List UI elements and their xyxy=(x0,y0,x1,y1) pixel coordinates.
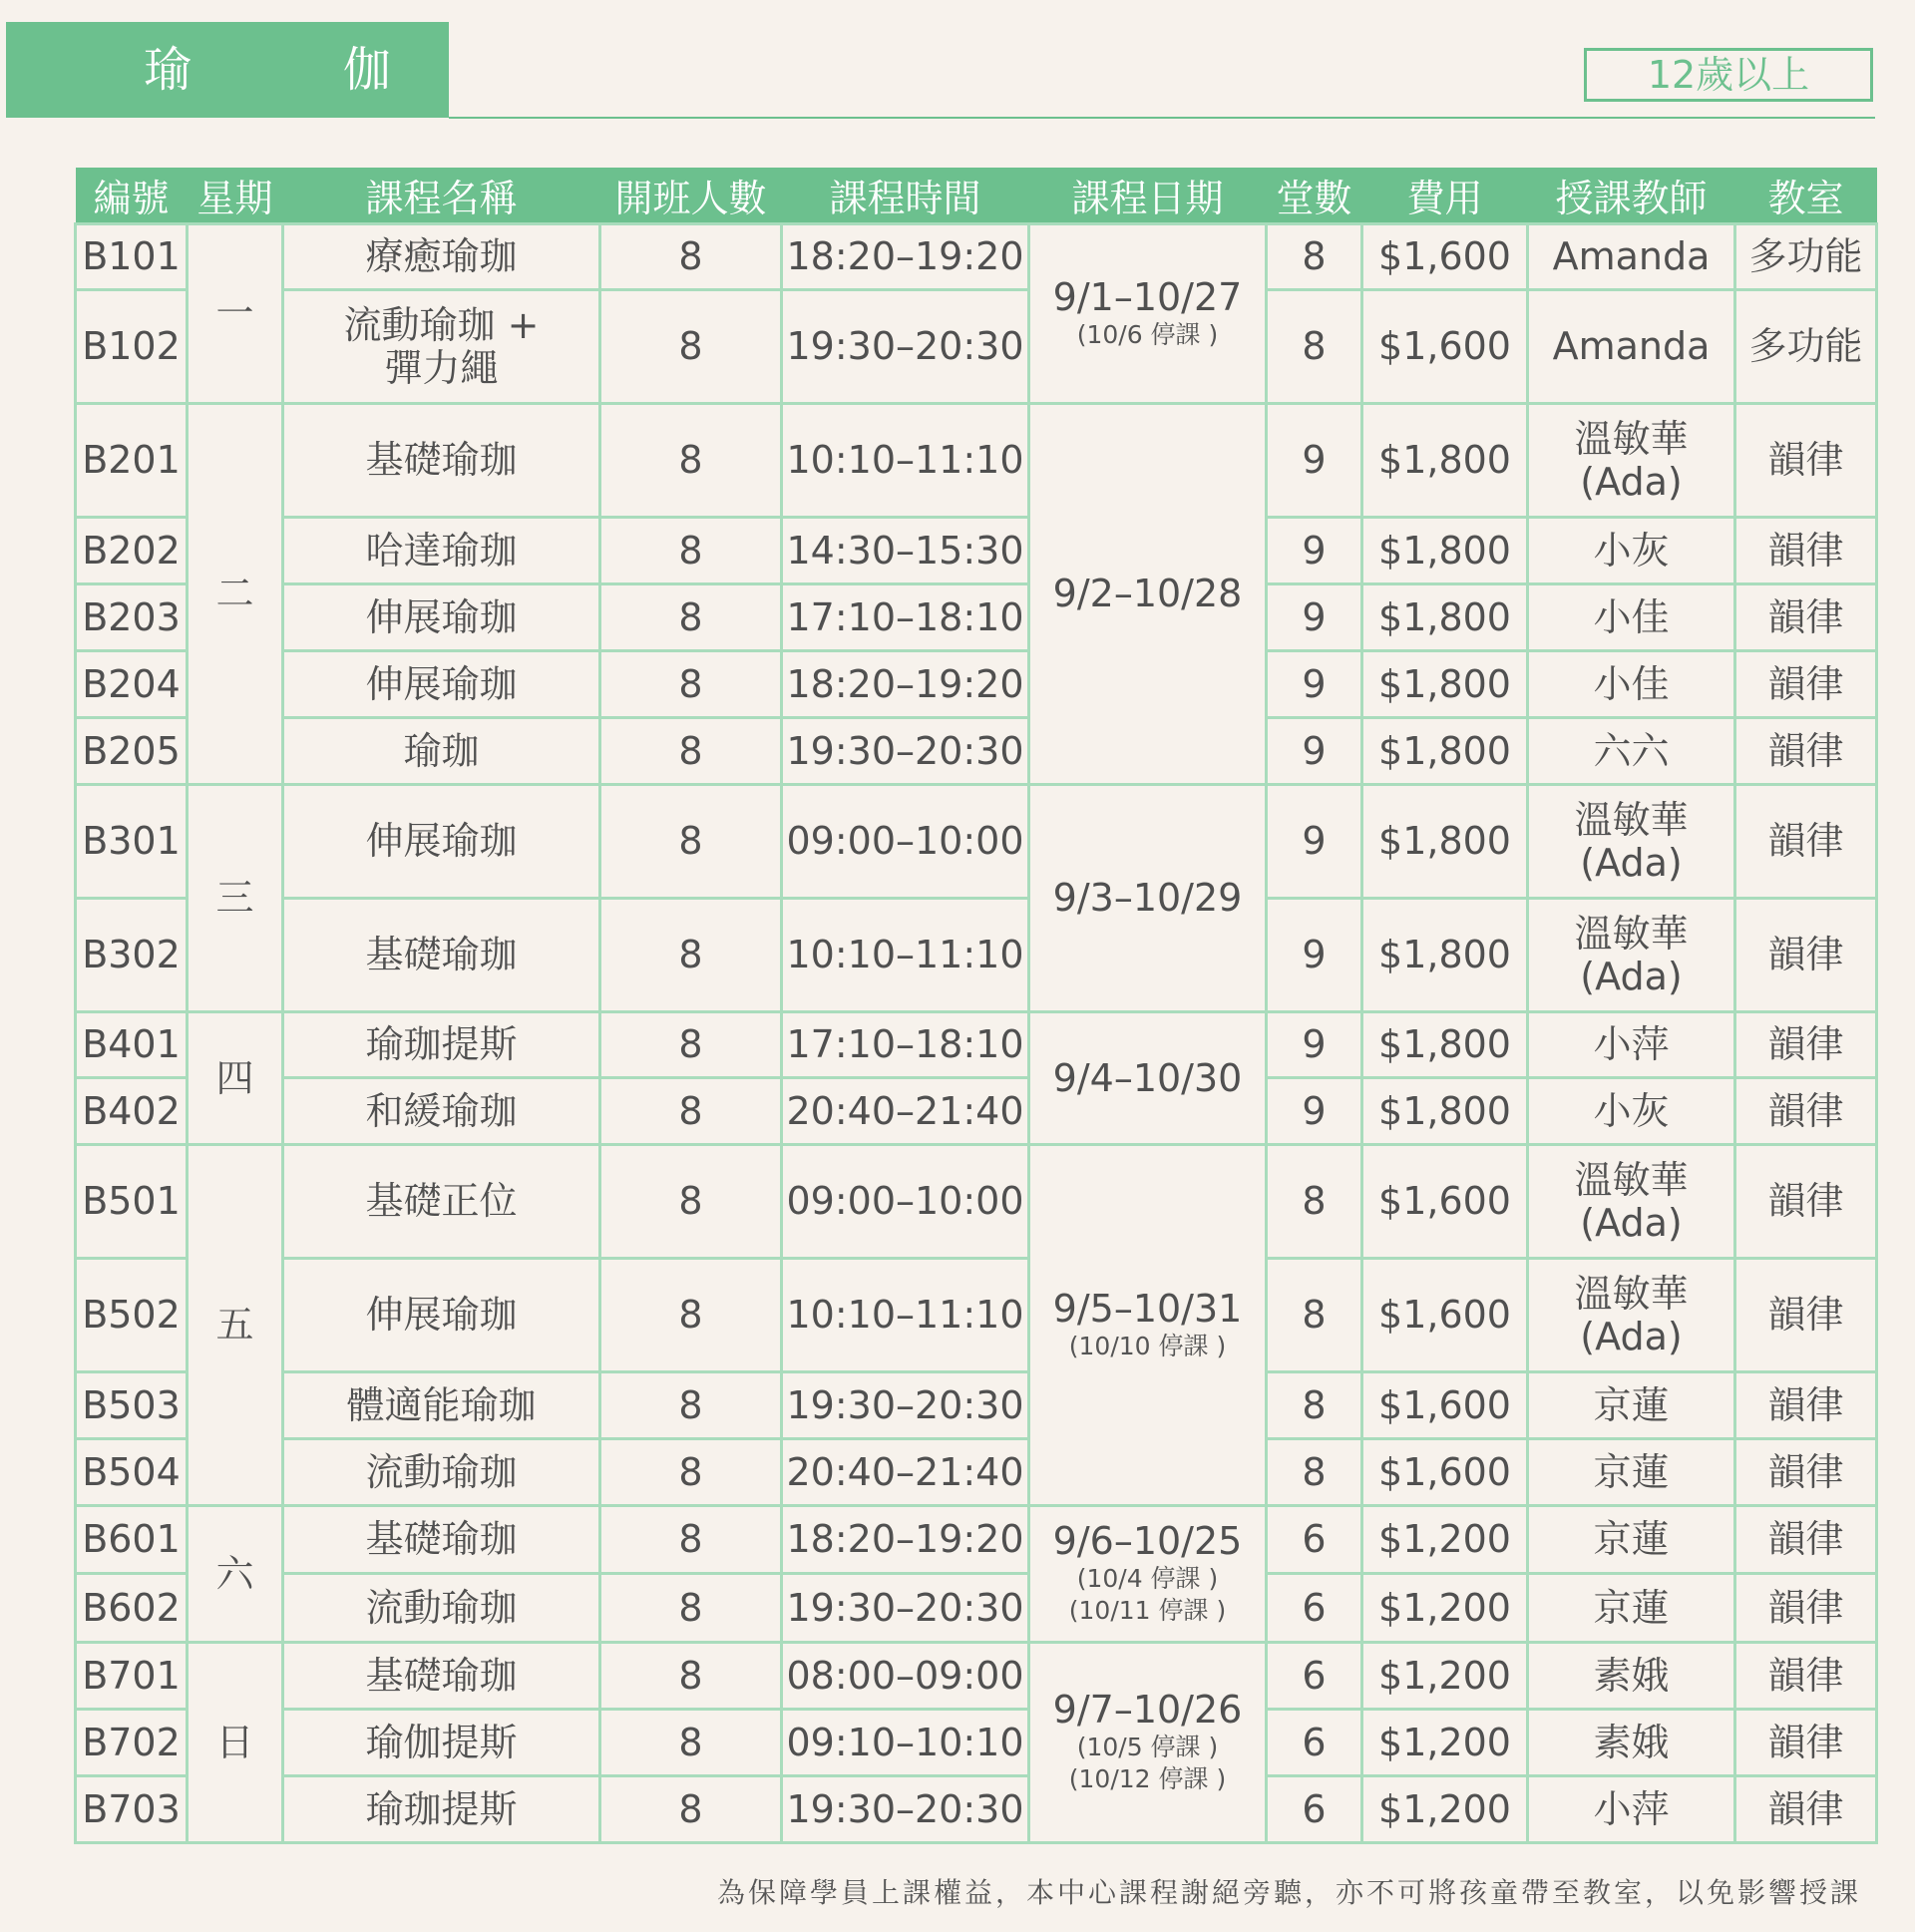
course-name: 伸展瑜珈 xyxy=(283,584,600,651)
closure-note: (10/4 停課 ) xyxy=(1076,1563,1219,1593)
course-time: 14:30–15:30 xyxy=(782,518,1029,584)
course-name: 伸展瑜珈 xyxy=(283,651,600,718)
course-time: 19:30–20:30 xyxy=(782,1776,1029,1843)
course-id: B601 xyxy=(76,1506,188,1574)
course-time: 20:40–21:40 xyxy=(782,1439,1029,1506)
date-range: 9/3–10/29 xyxy=(1052,876,1243,921)
course-name: 體適能瑜珈 xyxy=(283,1372,600,1439)
session-count: 6 xyxy=(1267,1506,1362,1574)
course-time: 19:30–20:30 xyxy=(782,718,1029,785)
course-fee: $1,200 xyxy=(1362,1643,1528,1710)
course-id: B204 xyxy=(76,651,188,718)
course-id: B703 xyxy=(76,1776,188,1843)
date-range-cell xyxy=(1029,1506,1267,1643)
course-fee: $1,800 xyxy=(1362,1012,1528,1078)
class-size: 8 xyxy=(600,1574,782,1643)
course-name: 流動瑜珈 xyxy=(283,1574,600,1643)
class-size: 8 xyxy=(600,404,782,518)
class-size: 8 xyxy=(600,584,782,651)
session-count: 9 xyxy=(1267,899,1362,1012)
class-size: 8 xyxy=(600,290,782,404)
teacher-name: 素娥 xyxy=(1528,1643,1735,1710)
course-id: B203 xyxy=(76,584,188,651)
course-fee: $1,800 xyxy=(1362,584,1528,651)
session-count: 9 xyxy=(1267,718,1362,785)
classroom: 韻律 xyxy=(1735,785,1877,899)
course-time: 08:00–09:00 xyxy=(782,1643,1029,1710)
course-time: 19:30–20:30 xyxy=(782,290,1029,404)
course-name: 和緩瑜珈 xyxy=(283,1078,600,1145)
course-name: 療癒瑜珈 xyxy=(283,224,600,290)
col-header-course-name: 課程名稱 xyxy=(283,168,600,224)
date-range-cell xyxy=(1029,404,1267,785)
table-row xyxy=(76,1574,1877,1643)
course-fee: $1,800 xyxy=(1362,518,1528,584)
class-size: 8 xyxy=(600,1372,782,1439)
age-badge: 12歲以上 xyxy=(1584,48,1873,102)
table-row xyxy=(76,404,1877,518)
session-count: 9 xyxy=(1267,1078,1362,1145)
table-row xyxy=(76,785,1877,899)
course-fee: $1,200 xyxy=(1362,1574,1528,1643)
session-count: 6 xyxy=(1267,1776,1362,1843)
course-fee: $1,800 xyxy=(1362,785,1528,899)
table-header-row xyxy=(76,168,1877,224)
course-time: 18:20–19:20 xyxy=(782,651,1029,718)
session-count: 9 xyxy=(1267,785,1362,899)
course-fee: $1,800 xyxy=(1362,899,1528,1012)
table-row xyxy=(76,224,1877,290)
classroom: 多功能 xyxy=(1735,290,1877,404)
teacher-name: 小萍 xyxy=(1528,1776,1735,1843)
table-row xyxy=(76,1372,1877,1439)
session-count: 8 xyxy=(1267,1439,1362,1506)
course-fee: $1,800 xyxy=(1362,404,1528,518)
date-range: 9/7–10/26 xyxy=(1052,1688,1243,1733)
session-count: 9 xyxy=(1267,404,1362,518)
course-id: B401 xyxy=(76,1012,188,1078)
classroom: 韻律 xyxy=(1735,1372,1877,1439)
session-count: 6 xyxy=(1267,1710,1362,1776)
course-time: 10:10–11:10 xyxy=(782,404,1029,518)
closure-note: (10/11 停課 ) xyxy=(1068,1596,1227,1626)
col-header-date: 課程日期 xyxy=(1029,168,1267,224)
classroom: 韻律 xyxy=(1735,1710,1877,1776)
course-id: B602 xyxy=(76,1574,188,1643)
classroom: 韻律 xyxy=(1735,1259,1877,1372)
table-row xyxy=(76,1145,1877,1259)
teacher-name: 小萍 xyxy=(1528,1012,1735,1078)
classroom: 韻律 xyxy=(1735,651,1877,718)
weekday-cell: 六 xyxy=(188,1506,283,1643)
classroom: 韻律 xyxy=(1735,518,1877,584)
classroom: 韻律 xyxy=(1735,1145,1877,1259)
teacher-name: 六六 xyxy=(1528,718,1735,785)
teacher-name: 小佳 xyxy=(1528,584,1735,651)
teacher-name: 小灰 xyxy=(1528,518,1735,584)
course-fee: $1,600 xyxy=(1362,224,1528,290)
course-time: 18:20–19:20 xyxy=(782,224,1029,290)
class-size: 8 xyxy=(600,1259,782,1372)
date-range-cell xyxy=(1029,1012,1267,1145)
course-time: 10:10–11:10 xyxy=(782,1259,1029,1372)
course-fee: $1,600 xyxy=(1362,290,1528,404)
course-fee: $1,600 xyxy=(1362,1259,1528,1372)
closure-note: (10/12 停課 ) xyxy=(1068,1764,1227,1794)
table-row xyxy=(76,651,1877,718)
teacher-name: 溫敏華 (Ada) xyxy=(1528,1145,1735,1259)
date-range: 9/4–10/30 xyxy=(1052,1055,1243,1100)
session-count: 9 xyxy=(1267,651,1362,718)
teacher-name: 京蓮 xyxy=(1528,1439,1735,1506)
course-name: 伸展瑜珈 xyxy=(283,1259,600,1372)
col-header-room: 教室 xyxy=(1735,168,1877,224)
course-id: B205 xyxy=(76,718,188,785)
table-row xyxy=(76,584,1877,651)
classroom: 韻律 xyxy=(1735,1078,1877,1145)
course-time: 20:40–21:40 xyxy=(782,1078,1029,1145)
col-header-class-size: 開班人數 xyxy=(600,168,782,224)
teacher-name: 京蓮 xyxy=(1528,1372,1735,1439)
classroom: 韻律 xyxy=(1735,899,1877,1012)
course-fee: $1,600 xyxy=(1362,1145,1528,1259)
class-size: 8 xyxy=(600,1145,782,1259)
class-size: 8 xyxy=(600,1012,782,1078)
course-time: 10:10–11:10 xyxy=(782,899,1029,1012)
classroom: 韻律 xyxy=(1735,1643,1877,1710)
teacher-name: 溫敏華 (Ada) xyxy=(1528,899,1735,1012)
class-size: 8 xyxy=(600,1078,782,1145)
course-schedule-table xyxy=(74,168,1878,1844)
date-range: 9/6–10/25 xyxy=(1052,1519,1243,1564)
weekday-cell: 三 xyxy=(188,785,283,1012)
table-row xyxy=(76,899,1877,1012)
table-row xyxy=(76,1439,1877,1506)
date-range: 9/1–10/27 xyxy=(1052,274,1243,319)
course-name: 瑜珈提斯 xyxy=(283,1012,600,1078)
classroom: 韻律 xyxy=(1735,1439,1877,1506)
session-count: 6 xyxy=(1267,1643,1362,1710)
course-time: 09:00–10:00 xyxy=(782,785,1029,899)
course-id: B702 xyxy=(76,1710,188,1776)
date-range-cell xyxy=(1029,785,1267,1012)
col-header-fee: 費用 xyxy=(1362,168,1528,224)
header-divider xyxy=(449,117,1875,119)
course-id: B701 xyxy=(76,1643,188,1710)
session-count: 8 xyxy=(1267,224,1362,290)
course-fee: $1,800 xyxy=(1362,718,1528,785)
course-id: B402 xyxy=(76,1078,188,1145)
course-time: 09:00–10:00 xyxy=(782,1145,1029,1259)
table-row xyxy=(76,290,1877,404)
course-name: 流動瑜珈 xyxy=(283,1439,600,1506)
class-size: 8 xyxy=(600,651,782,718)
class-size: 8 xyxy=(600,899,782,1012)
table-row xyxy=(76,1776,1877,1843)
course-fee: $1,200 xyxy=(1362,1710,1528,1776)
classroom: 韻律 xyxy=(1735,1506,1877,1574)
course-name: 基礎瑜珈 xyxy=(283,1506,600,1574)
course-id: B201 xyxy=(76,404,188,518)
section-title: 瑜 伽 xyxy=(6,22,449,118)
course-id: B101 xyxy=(76,224,188,290)
course-name: 基礎瑜珈 xyxy=(283,1643,600,1710)
course-name: 瑜珈 xyxy=(283,718,600,785)
teacher-name: 小灰 xyxy=(1528,1078,1735,1145)
course-id: B102 xyxy=(76,290,188,404)
course-fee: $1,200 xyxy=(1362,1776,1528,1843)
course-time: 19:30–20:30 xyxy=(782,1372,1029,1439)
weekday-cell: 四 xyxy=(188,1012,283,1145)
course-name: 瑜伽提斯 xyxy=(283,1710,600,1776)
teacher-name: 素娥 xyxy=(1528,1710,1735,1776)
classroom: 韻律 xyxy=(1735,1012,1877,1078)
date-range-cell xyxy=(1029,1643,1267,1843)
course-id: B504 xyxy=(76,1439,188,1506)
course-fee: $1,200 xyxy=(1362,1506,1528,1574)
session-count: 8 xyxy=(1267,1259,1362,1372)
table-row xyxy=(76,1643,1877,1710)
session-count: 9 xyxy=(1267,518,1362,584)
course-time: 18:20–19:20 xyxy=(782,1506,1029,1574)
table-row xyxy=(76,1710,1877,1776)
date-range: 9/5–10/31 xyxy=(1052,1286,1243,1331)
teacher-name: 小佳 xyxy=(1528,651,1735,718)
weekday-cell: 五 xyxy=(188,1145,283,1506)
table-row xyxy=(76,1012,1877,1078)
course-fee: $1,800 xyxy=(1362,651,1528,718)
col-header-time: 課程時間 xyxy=(782,168,1029,224)
course-time: 17:10–18:10 xyxy=(782,584,1029,651)
teacher-name: 溫敏華 (Ada) xyxy=(1528,785,1735,899)
classroom: 韻律 xyxy=(1735,1776,1877,1843)
course-name: 瑜珈提斯 xyxy=(283,1776,600,1843)
class-size: 8 xyxy=(600,1776,782,1843)
closure-note: (10/5 停課 ) xyxy=(1076,1732,1219,1761)
classroom: 韻律 xyxy=(1735,718,1877,785)
course-fee: $1,600 xyxy=(1362,1439,1528,1506)
class-size: 8 xyxy=(600,1643,782,1710)
session-count: 6 xyxy=(1267,1574,1362,1643)
table-body xyxy=(76,224,1877,1843)
course-name: 基礎正位 xyxy=(283,1145,600,1259)
course-name: 流動瑜珈 + 彈力繩 xyxy=(283,290,600,404)
session-count: 8 xyxy=(1267,1372,1362,1439)
table-row xyxy=(76,1078,1877,1145)
course-id: B502 xyxy=(76,1259,188,1372)
table-row xyxy=(76,518,1877,584)
weekday-cell: 二 xyxy=(188,404,283,785)
course-time: 19:30–20:30 xyxy=(782,1574,1029,1643)
footer-note: 為保障學員上課權益，本中心課程謝絕旁聽，亦不可將孩童帶至教室，以免影響授課 xyxy=(716,1876,1861,1909)
session-count: 9 xyxy=(1267,584,1362,651)
col-header-teacher: 授課教師 xyxy=(1528,168,1735,224)
closure-note: (10/6 停課 ) xyxy=(1076,319,1219,349)
course-name: 基礎瑜珈 xyxy=(283,404,600,518)
col-header-id: 編號 xyxy=(76,168,188,224)
teacher-name: 京蓮 xyxy=(1528,1506,1735,1574)
course-time: 09:10–10:10 xyxy=(782,1710,1029,1776)
classroom: 韻律 xyxy=(1735,584,1877,651)
class-size: 8 xyxy=(600,1710,782,1776)
teacher-name: 京蓮 xyxy=(1528,1574,1735,1643)
weekday-cell: 一 xyxy=(188,224,283,404)
closure-note: (10/10 停課 ) xyxy=(1068,1331,1227,1360)
course-id: B503 xyxy=(76,1372,188,1439)
class-size: 8 xyxy=(600,785,782,899)
course-id: B302 xyxy=(76,899,188,1012)
date-range-cell xyxy=(1029,1145,1267,1506)
course-time: 17:10–18:10 xyxy=(782,1012,1029,1078)
table-row xyxy=(76,718,1877,785)
date-range: 9/2–10/28 xyxy=(1052,572,1243,616)
course-fee: $1,600 xyxy=(1362,1372,1528,1439)
date-range-cell xyxy=(1029,224,1267,404)
course-id: B202 xyxy=(76,518,188,584)
class-size: 8 xyxy=(600,1439,782,1506)
class-size: 8 xyxy=(600,1506,782,1574)
table-row xyxy=(76,1506,1877,1574)
teacher-name: Amanda xyxy=(1528,290,1735,404)
classroom: 多功能 xyxy=(1735,224,1877,290)
course-name: 哈達瑜珈 xyxy=(283,518,600,584)
teacher-name: Amanda xyxy=(1528,224,1735,290)
class-size: 8 xyxy=(600,224,782,290)
classroom: 韻律 xyxy=(1735,404,1877,518)
course-id: B301 xyxy=(76,785,188,899)
class-size: 8 xyxy=(600,718,782,785)
col-header-weekday: 星期 xyxy=(188,168,283,224)
course-name: 基礎瑜珈 xyxy=(283,899,600,1012)
class-size: 8 xyxy=(600,518,782,584)
col-header-sessions: 堂數 xyxy=(1267,168,1362,224)
course-fee: $1,800 xyxy=(1362,1078,1528,1145)
teacher-name: 溫敏華 (Ada) xyxy=(1528,404,1735,518)
session-count: 8 xyxy=(1267,1145,1362,1259)
course-name: 伸展瑜珈 xyxy=(283,785,600,899)
weekday-cell: 日 xyxy=(188,1643,283,1843)
session-count: 8 xyxy=(1267,290,1362,404)
table-row xyxy=(76,1259,1877,1372)
classroom: 韻律 xyxy=(1735,1574,1877,1643)
teacher-name: 溫敏華 (Ada) xyxy=(1528,1259,1735,1372)
session-count: 9 xyxy=(1267,1012,1362,1078)
course-id: B501 xyxy=(76,1145,188,1259)
